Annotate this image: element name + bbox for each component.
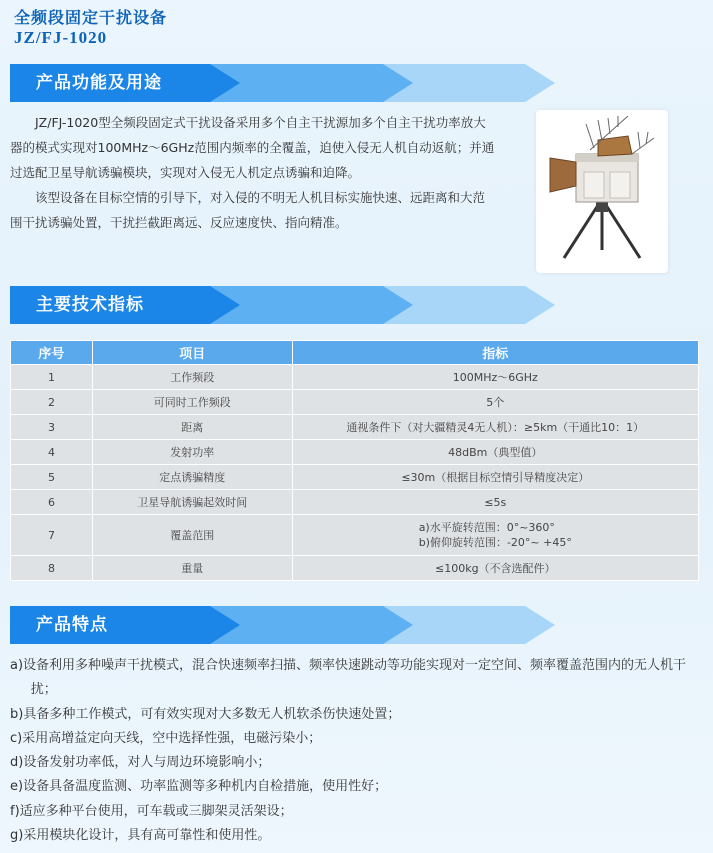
jammer-device-image [536, 110, 668, 273]
table-row [11, 515, 699, 556]
page-header [14, 8, 167, 48]
section-banner-specs [10, 286, 555, 324]
intro-text [10, 110, 495, 235]
cell-no: 3 [11, 415, 93, 440]
col-header-value: 指标 [292, 341, 698, 365]
col-header-item: 项目 [92, 341, 292, 365]
table-header-row [11, 341, 699, 365]
intro-paragraph-2: 该型设备在目标空情的引导下，对入侵的不明无人机目标实施快速、远距离和大范围干扰诱骗处置，干扰拦截距离远、反应速度快、指向精准。 [10, 190, 486, 230]
cell-item: 重量 [92, 556, 292, 581]
cell-no: 2 [11, 390, 93, 415]
table-row [11, 490, 699, 515]
cell-value: 5个 [292, 390, 698, 415]
table-row [11, 415, 699, 440]
cell-item: 定点诱骗精度 [92, 465, 292, 490]
cell-item: 覆盖范围 [92, 515, 292, 556]
spec-table [10, 340, 699, 581]
value-line: b)俯仰旋转范围：-20°~ +45° [418, 536, 572, 549]
feature-item: f)适应多种平台使用，可车载或三脚架灵活架设； [10, 803, 293, 819]
cell-value: 48dBm（典型值） [292, 440, 698, 465]
value-line: a)水平旋转范围：0°~360° [418, 521, 555, 534]
intro-paragraph-1: JZ/FJ-1020型全频段固定式干扰设备采用多个自主干扰源加多个自主干扰功率放大器的模式实现对100MHz～6GHz范围内频率的全覆盖，迫使入侵无人机自动返航；并通过选配卫星导航诱骗模块，实现对入侵无人机定点诱骗和迫降。 [10, 115, 495, 180]
cell-no: 5 [11, 465, 93, 490]
cell-no: 8 [11, 556, 93, 581]
cell-no: 6 [11, 490, 93, 515]
cell-value: ≤30m（根据目标空情引导精度决定） [292, 465, 698, 490]
section-title: 主要技术指标 [36, 295, 144, 315]
feature-item: d)设备发射功率低，对人与周边环境影响小； [10, 755, 271, 771]
cell-item: 卫星导航诱骗起效时间 [92, 490, 292, 515]
model-number: JZ/FJ-1020 [14, 28, 108, 47]
table-row [11, 440, 699, 465]
cell-no: 7 [11, 515, 93, 556]
section-banner-functions [10, 64, 555, 102]
features-list [10, 654, 700, 848]
table-row [11, 365, 699, 390]
table-row [11, 465, 699, 490]
feature-item: g)采用模块化设计，具有高可靠性和使用性。 [10, 828, 271, 844]
feature-item: e)设备具备温度监测、功率监测等多种机内自检措施，使用性好； [10, 779, 388, 795]
table-row [11, 390, 699, 415]
cell-value: 100MHz～6GHz [292, 365, 698, 390]
section-title: 产品特点 [36, 615, 108, 635]
table-row [11, 556, 699, 581]
page-title: 全频段固定干扰设备 [14, 8, 168, 27]
section-banner-features [10, 606, 555, 644]
cell-item: 工作频段 [92, 365, 292, 390]
col-header-no: 序号 [11, 341, 93, 365]
cell-item: 可同时工作频段 [92, 390, 292, 415]
feature-item: a)设备利用多种噪声干扰模式，混合快速频率扫描、频率快速跳动等功能实现对一定空间、频率覆盖范围内的无人机干扰； [10, 658, 687, 698]
cell-item: 发射功率 [92, 440, 292, 465]
cell-value: ≤100kg（不含选配件） [292, 556, 698, 581]
cell-value: 通视条件下（对大疆精灵4无人机）：≥5km（干通比10：1） [292, 415, 698, 440]
cell-no: 1 [11, 365, 93, 390]
section-title: 产品功能及用途 [36, 73, 162, 93]
cell-no: 4 [11, 440, 93, 465]
cell-value: ≤5s [292, 490, 698, 515]
feature-item: b)具备多种工作模式，可有效实现对大多数无人机软杀伤快速处置； [10, 706, 401, 722]
cell-value [292, 515, 698, 556]
feature-item: c)采用高增益定向天线，空中选择性强，电磁污染小； [10, 730, 322, 746]
cell-value-multiline [419, 520, 572, 550]
product-photo [536, 110, 668, 273]
cell-item: 距离 [92, 415, 292, 440]
